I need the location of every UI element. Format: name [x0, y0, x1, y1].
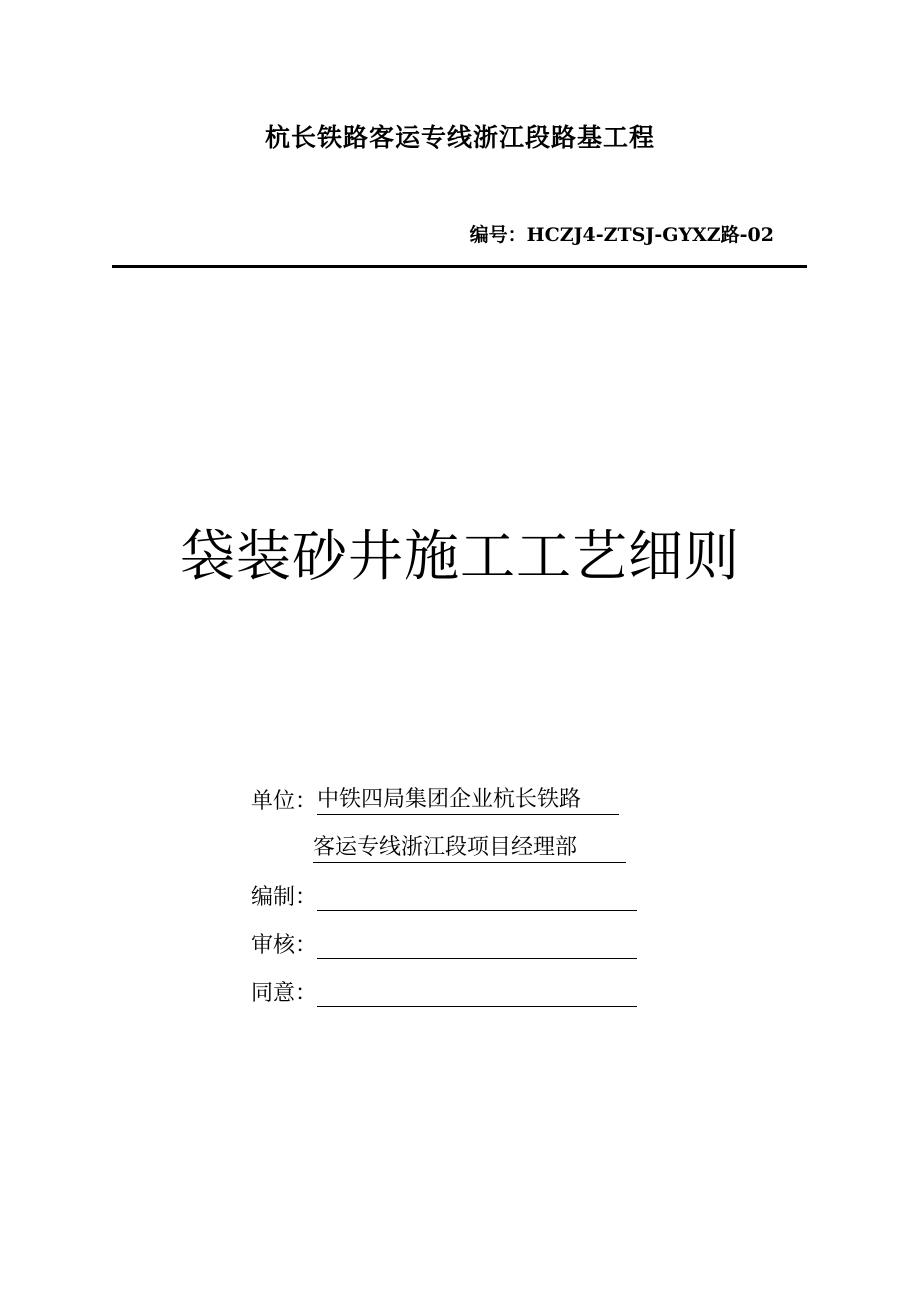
unit-value-line2: 客运专线浙江段项目经理部 [313, 834, 626, 863]
review-label: 审核： [251, 933, 318, 958]
document-number: 编号：HCZJ4-ZTSJ-GYXZ路-02 [469, 224, 774, 246]
document-main-title: 袋装砂井施工工艺细则 [179, 524, 740, 588]
approve-row [251, 978, 637, 1010]
approve-signature-line [317, 978, 637, 1007]
compile-signature-line [317, 882, 637, 911]
header-divider [112, 265, 807, 268]
unit-row [251, 786, 619, 818]
review-signature-line [317, 930, 637, 959]
unit-label: 单位： [251, 789, 318, 814]
project-title: 杭长铁路客运专线浙江段路基工程 [264, 123, 655, 152]
review-row [251, 930, 637, 962]
compile-label: 编制： [251, 885, 318, 910]
unit-row-continued [313, 834, 626, 866]
approve-label: 同意： [251, 981, 318, 1006]
unit-value-line1: 中铁四局集团企业杭长铁路 [317, 786, 619, 815]
compile-row [251, 882, 637, 914]
